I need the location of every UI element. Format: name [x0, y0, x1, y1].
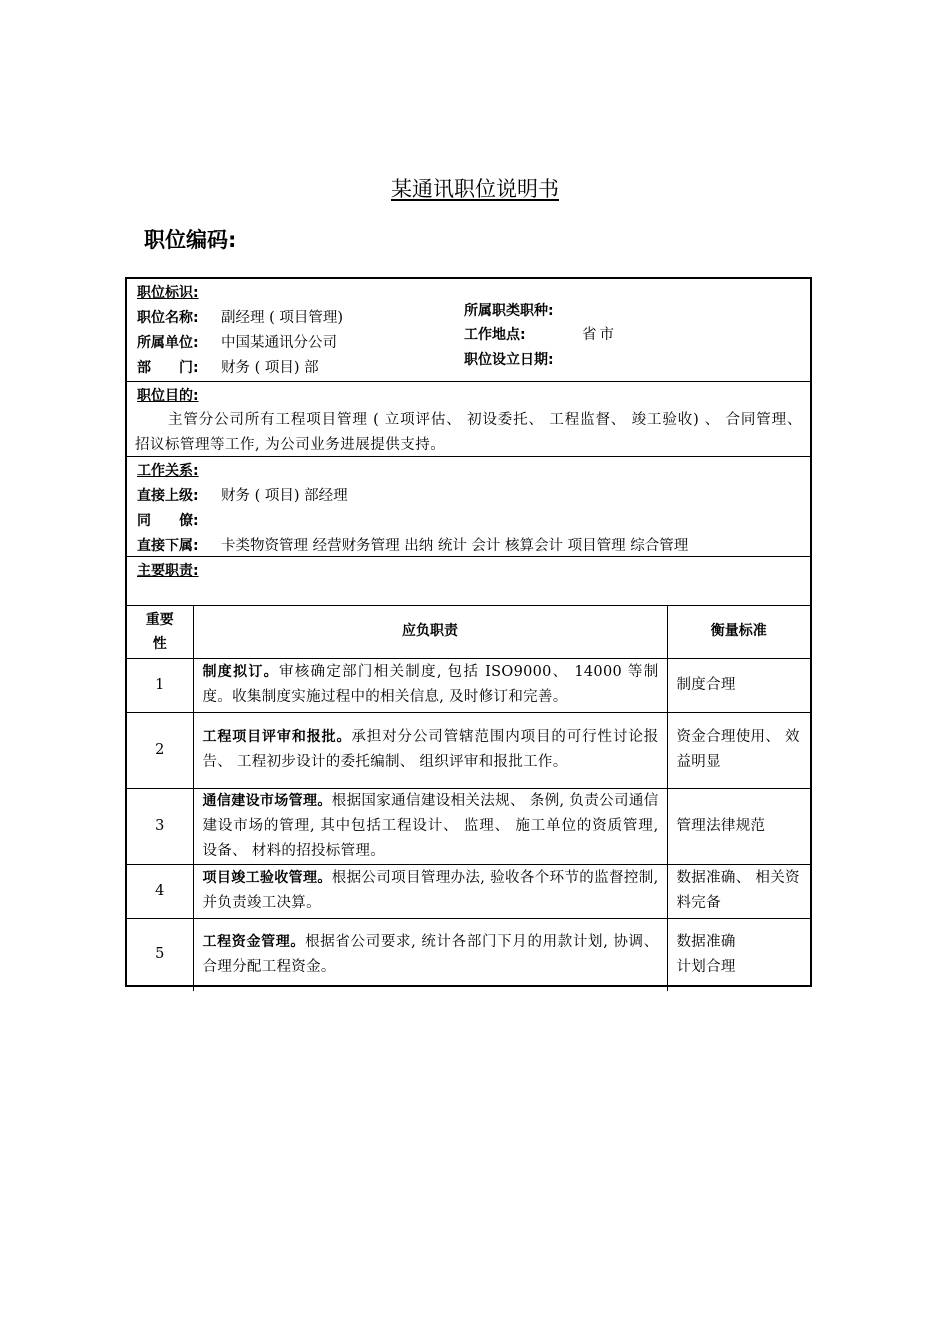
peer-label: 同 僚:: [137, 513, 199, 529]
duty-cell: [193, 788, 667, 864]
subordinate-value: 卡类物资管理 经营财务管理 出纳 统计 会计 核算会计 项目管理 综合管理: [221, 538, 689, 554]
duty-text: 承担对分公司管辖范围内项目的可行性讨论报告、 工程初步设计的委托编制、 组织评审和报批工作。: [202, 729, 659, 770]
table-row: [127, 658, 810, 712]
duty-cell: [193, 712, 667, 788]
position-name-value: 副经理 ( 项目管理): [221, 310, 344, 326]
table-row: [127, 864, 810, 918]
row-number: 5: [127, 918, 193, 991]
unit-value: 中国某通讯分公司: [221, 335, 337, 351]
department-value: 财务 ( 项目) 部: [221, 360, 319, 376]
department-label: 部 门:: [137, 360, 199, 376]
row-number: 3: [127, 788, 193, 864]
table-row: [127, 918, 810, 991]
duty-title: 工程项目评审和报批。: [202, 729, 352, 745]
identity-header: 职位标识:: [137, 285, 199, 301]
superior-value: 财务 ( 项目) 部经理: [221, 488, 348, 504]
column-header-importance: 重要性: [127, 606, 193, 658]
identity-section: [127, 279, 810, 382]
standard-cell: 资金合理使用、 效益明显: [667, 712, 810, 788]
position-name-label: 职位名称:: [137, 310, 199, 326]
standard-cell: 制度合理: [667, 658, 810, 712]
duty-title: 工程资金管理。: [202, 933, 306, 950]
position-code-label: 职位编码:: [144, 228, 237, 252]
duties-section: [127, 557, 810, 606]
purpose-section: [127, 382, 810, 457]
duty-cell: [193, 918, 667, 991]
table-row: [127, 712, 810, 788]
duty-title: 制度拟订。: [202, 664, 279, 680]
column-header-duty: 应负职责: [193, 606, 667, 658]
duty-text: 审核确定部门相关制度, 包括 ISO9000、 14000 等制度。收集制度实施过程中的相关信息, 及时修订和完善。: [202, 664, 659, 705]
table-row: [127, 788, 810, 864]
standard-cell: 管理法律规范: [667, 788, 810, 864]
column-header-standard: 衡量标准: [667, 606, 810, 658]
work-location-value: 省市: [582, 327, 617, 343]
unit-label: 所属单位:: [137, 335, 199, 351]
duty-text: 根据公司项目管理办法, 验收各个环节的监督控制, 并负责竣工决算。: [202, 870, 659, 911]
row-number: 1: [127, 658, 193, 712]
row-number: 4: [127, 864, 193, 918]
relations-section: [127, 457, 810, 557]
standard-cell: 数据准确、 相关资料完备: [667, 864, 810, 918]
duty-text: 根据国家通信建设相关法规、 条例, 负责公司通信建设市场的管理, 其中包括工程设计、 监理、 施工单位的资质管理, 设备、 材料的招投标管理。: [202, 792, 659, 859]
superior-label: 直接上级:: [137, 488, 199, 504]
work-location-label: 工作地点:: [464, 327, 526, 343]
page-title: 某通讯职位说明书: [391, 177, 559, 201]
duties-header: 主要职责:: [137, 563, 199, 579]
duty-text: 根据省公司要求, 统计各部门下月的用款计划, 协调、 合理分配工程资金。: [202, 933, 659, 975]
duty-title: 项目竣工验收管理。: [202, 870, 332, 886]
purpose-header: 职位目的:: [137, 388, 199, 404]
job-description-form: [125, 277, 812, 987]
row-number: 2: [127, 712, 193, 788]
table-header-row: [127, 606, 810, 658]
duty-title: 通信建设市场管理。: [202, 792, 332, 809]
relations-header: 工作关系:: [137, 463, 199, 479]
establish-date-label: 职位设立日期:: [464, 352, 554, 368]
standard-cell: 数据准确 计划合理: [667, 918, 810, 991]
subordinate-label: 直接下属:: [137, 538, 199, 554]
duty-cell: [193, 864, 667, 918]
job-category-label: 所属职类职种:: [464, 303, 554, 319]
purpose-text: 主管分公司所有工程项目管理 ( 立项评估、 初设委托、 工程监督、 竣工验收) 、 合同管理、 招议标管理等工作, 为公司业务进展提供支持。: [135, 412, 802, 453]
duty-cell: [193, 658, 667, 712]
duties-table: [127, 606, 810, 991]
